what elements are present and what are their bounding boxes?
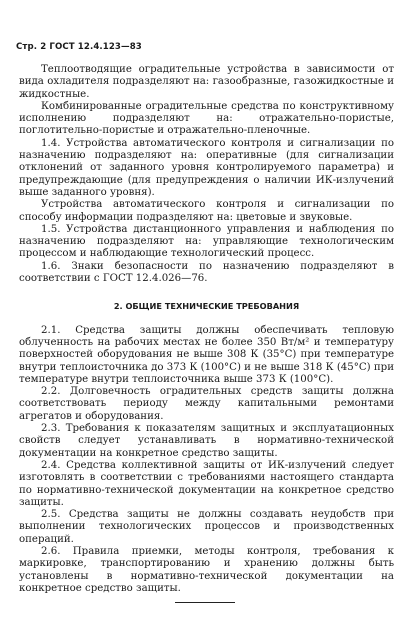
page-content [19, 64, 394, 595]
paragraph: 2.1. Средства защиты должны обеспечивать тепловую облученность на рабочих местах не более 350 Вт/м² и температуру поверхностей оборудования не выше 308 К (35°С) при температуре внутри теплоисточника до 373 К (100°С) и не выше 318 К (45°С) при температуре внутри теплоисточника выше 373 К (100°С). [19, 324, 394, 385]
paragraph: 1.6. Знаки безопасности по назначению подразделяют в соответствии с ГОСТ 12.4.026—76. [19, 260, 394, 285]
paragraph: 2.6. Правила приемки, методы контроля, требования к маркировке, транспортированию и хранению должны быть установлены в нормативно-технической документации на конкретное средство защиты. [19, 545, 394, 594]
paragraph: Устройства автоматического контроля и сигнализации по способу информации подразделяют на: цветовые и звуковые. [19, 199, 394, 223]
paragraph: 2.2. Долговечность оградительных средств защиты должна соответствовать периоду между капитальными ремонтами агрегатов и оборудования. [19, 386, 394, 422]
paragraph: 2.3. Требования к показателям защитных и эксплуатационных свойств следует устанавливать в нормативно-технической документации на конкретное средство защиты. [19, 423, 394, 459]
page-header: Стр. 2 ГОСТ 12.4.123—83 [16, 42, 142, 52]
paragraph: 1.5. Устройства дистанционного управления и наблюдения по назначению подразделяют на: управляющие технологическим процессом и наблюдающие технологический процесс. [19, 223, 394, 260]
section-title: 2. ОБЩИЕ ТЕХНИЧЕСКИЕ ТРЕБОВАНИЯ [113, 301, 300, 312]
paragraph: 1.4. Устройства автоматического контроля и сигнализации по назначению подразделяют на: оперативные (для сигнализации отклонений от заданного уровня контролируемого параметра) и предупреждающие (для предупреждения о наличии ИК-излучений выше заданного уровня). [19, 137, 394, 198]
paragraph: Теплоотводящие оградительные устройства в зависимости от вида охладителя подразделяют на: газообразные, газожидкостные и жидкостные. [19, 64, 394, 100]
footer-divider [175, 602, 235, 603]
paragraph: 2.4. Средства коллективной защиты от ИК-излучений следует изготовлять в соответствии с требованиями настоящего стандарта по нормативно-технической документации на конкретное средство защиты. [19, 459, 394, 508]
paragraph: 2.5. Средства защиты не должны создавать неудобств при выполнении технологических процессов и производственных операций. [19, 509, 394, 545]
paragraph: Комбинированные оградительные средства по конструктивному исполнению подразделяют на: отражательно-пористые, поглотительно-пористые и отражательно-пленочные. [19, 100, 394, 137]
